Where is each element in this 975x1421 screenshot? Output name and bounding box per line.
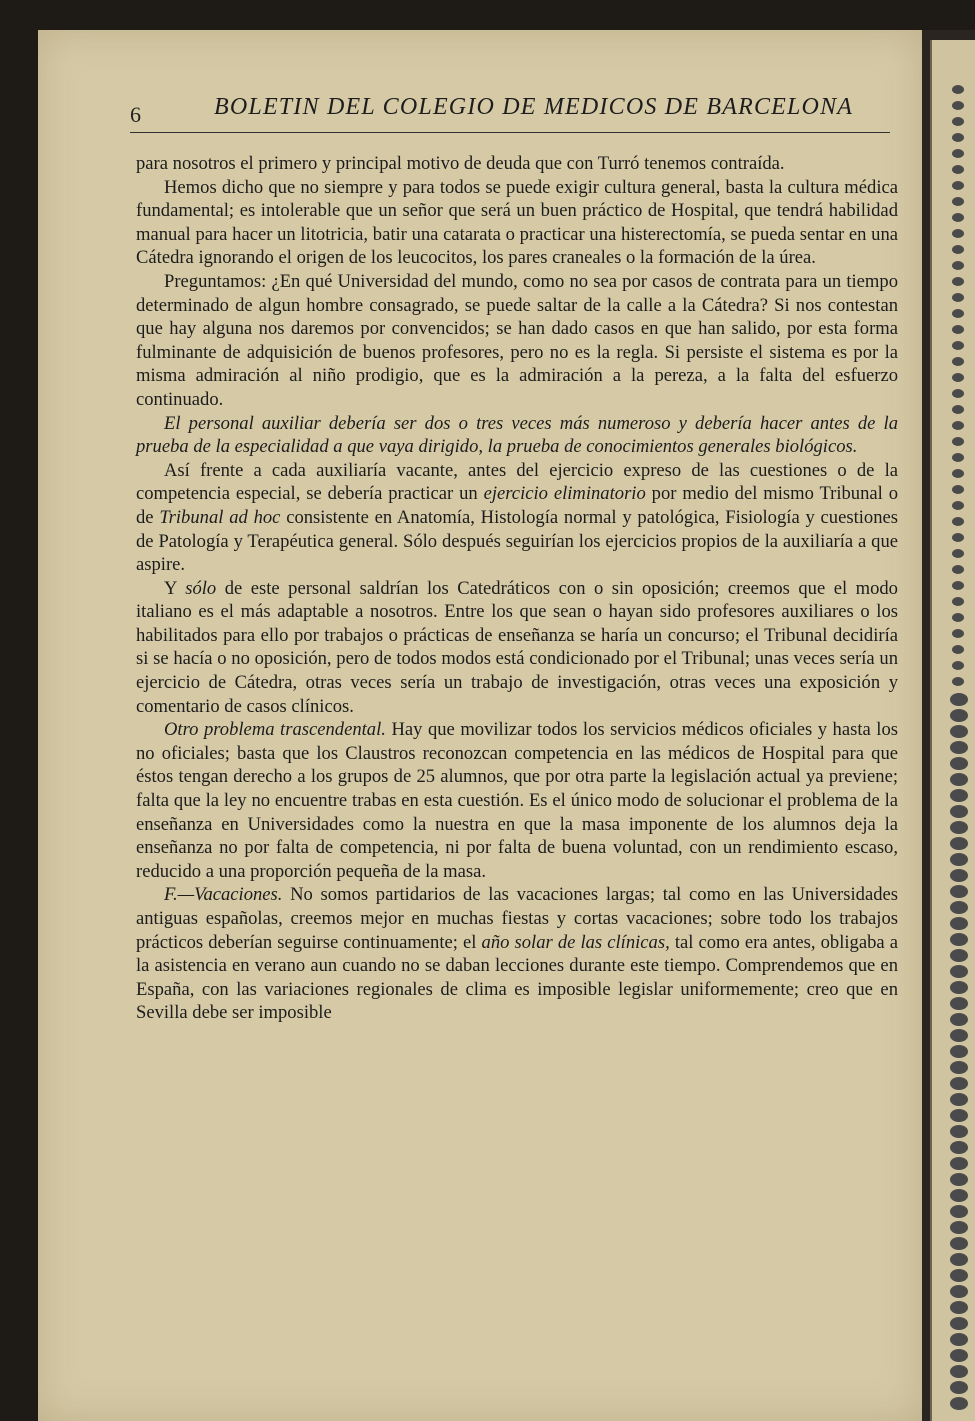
binding-hole [950, 1045, 968, 1058]
binding-hole [952, 133, 964, 142]
binding-hole [950, 869, 968, 882]
binding-hole [950, 773, 968, 786]
italic-text: F.—Vacaciones. [164, 884, 283, 906]
binding-hole [952, 661, 964, 670]
binding-hole [950, 1237, 968, 1250]
binding-hole [952, 277, 964, 286]
binding-hole [950, 1205, 968, 1218]
binding-hole [952, 565, 964, 574]
italic-text: El personal auxiliar debería ser dos o tres veces más numeroso y debería hacer antes de la prueba de la especialidad a que vaya dirigido, la prueba de conocimientos generales biológicos. [136, 412, 898, 458]
binding-hole [950, 757, 968, 770]
article-body [136, 152, 898, 1025]
text-run: tal como era antes, obligaba a la asistencia en verano aun cuando no se daban lecciones durante este tiempo. Comprendemos que en España, con las variaciones regionales de clima es imposible legislar uniformemente; creo que en Sevilla debe ser imposible [136, 931, 898, 1024]
binding-hole [952, 677, 964, 686]
text-run: Hemos dicho que no siempre y para todos se puede exigir cultura general, basta la cultura médica fundamental; es intolerable que un señor que será un buen práctico de Hospital, que tendrá habilidad manual para hacer un litotricia, batir una catarata o practicar una histerectomía, se pueda sentar en una Cátedra ignorando el origen de los leucocitos, los pares craneales o la formación de la úrea. [136, 176, 898, 269]
binding-hole [950, 725, 968, 738]
italic-text: sólo [185, 577, 217, 599]
paragraph [136, 883, 898, 1025]
text-run: Y [164, 577, 186, 599]
paragraph [136, 176, 898, 270]
binding-hole [950, 1061, 968, 1074]
text-run: consistente en Anatomía, Histología normal y patológica, Fisiología y cuestiones de Patología y Terapéutica general. Sólo después seguirían los ejercicios propios de la auxiliaría a que aspire. [136, 506, 899, 576]
binding-hole [952, 613, 964, 622]
page-header [130, 92, 890, 133]
binding-hole [950, 1333, 968, 1346]
binding-hole [952, 309, 964, 318]
binding-hole [950, 741, 968, 754]
binding-hole [952, 357, 964, 366]
paragraph [136, 412, 898, 459]
binding-hole [950, 997, 968, 1010]
journal-title: BOLETIN DEL COLEGIO DE MEDICOS DE BARCELONA [214, 94, 854, 120]
paragraph [136, 459, 898, 577]
binding-hole [952, 85, 964, 94]
binding-hole [950, 709, 968, 722]
binding-hole [952, 517, 964, 526]
binding-hole [950, 1077, 968, 1090]
binding-hole [952, 341, 964, 350]
binding-hole [950, 805, 968, 818]
binding-hole [950, 933, 968, 946]
binding-hole [952, 421, 964, 430]
text-run: Preguntamos: ¿En qué Universidad del mundo, como no sea por casos de contrata para un tiempo determinado de algun hombre consagrado, se puede saltar de la calle a la Cátedra? Si nos contestan que hay alguna nos daremos por convencidos; se han dado casos en que han salido, por esta forma fulminante de adquisición de buenos profesores, pero no es la regla. Si persiste el sistema es por la misma admiración al niño prodigio, que es la admiración a la pereza, a la falta del esfuerzo continuado. [136, 270, 898, 410]
binding-hole [950, 1317, 968, 1330]
binding-hole [950, 917, 968, 930]
text-run: por medio del mismo Tribunal o de [136, 483, 898, 528]
binding-hole [950, 965, 968, 978]
binding-hole [950, 1173, 968, 1186]
binding-hole [950, 1269, 968, 1282]
binding-hole [952, 597, 964, 606]
binding-hole [952, 549, 964, 558]
italic-text: año solar de las clínicas, [481, 931, 670, 953]
binding-hole [952, 389, 964, 398]
binding-hole [950, 1365, 968, 1378]
paragraph [136, 270, 898, 412]
binding-hole [950, 885, 968, 898]
binding-hole [952, 325, 964, 334]
binding-hole [950, 1013, 968, 1026]
binding-hole [950, 853, 968, 866]
binding-hole [952, 197, 964, 206]
binding-hole [950, 1381, 968, 1394]
binding-hole [950, 837, 968, 850]
text-run: Hay que movilizar todos los servicios médicos oficiales y hasta los no oficiales; basta que los Claustros reconozcan competencia en las médicos de Hospital para que éstos tengan derecho a los grupos de 25 alumnos, que por otra parte la legislación actual ya previene; falta que la ley no encuentre trabas en esta cuestión. Es el único modo de solucionar el problema de la enseñanza en Universidades como la nuestra en que la masa imponente de los alumnos deja la enseñanza no por falta de competencia, ni por falta de buena voluntad, con un rendimiento escaso, reducido a una proporción pequeña de la masa. [136, 719, 898, 882]
paragraph [136, 152, 898, 176]
binding-hole [950, 949, 968, 962]
binding-hole [950, 981, 968, 994]
text-run: No somos partidarios de las vacaciones largas; tal como en las Universidades antiguas españolas, creemos mejor en muchas fiestas y cortas vacaciones; sobre todo los trabajos prácticos deberían seguirse continuamente; el [136, 884, 898, 953]
binding-hole [950, 901, 968, 914]
binding-hole [952, 181, 964, 190]
binding-hole [950, 693, 968, 706]
binding-hole [950, 1349, 968, 1362]
text-run: para nosotros el primero y principal motivo de deuda que con Turró tenemos contraída. [136, 153, 785, 174]
binding-hole [952, 533, 964, 542]
binding-hole [950, 789, 968, 802]
binding-hole [950, 1301, 968, 1314]
binding-hole [952, 469, 964, 478]
binding-hole [950, 821, 968, 834]
binding-hole [952, 117, 964, 126]
binding-hole [950, 1285, 968, 1298]
binding-hole [952, 229, 964, 238]
binding-hole [952, 485, 964, 494]
binding-hole [952, 501, 964, 510]
italic-text: Otro problema trascendental. [164, 719, 386, 741]
binding-hole [952, 373, 964, 382]
italic-text: Tribunal ad hoc [159, 506, 281, 528]
binding-hole [950, 1141, 968, 1154]
binding-hole [952, 149, 964, 158]
binding-hole [950, 1109, 968, 1122]
binding-hole [950, 1093, 968, 1106]
binding-hole [952, 645, 964, 654]
binding-hole [950, 1253, 968, 1266]
binding-hole [952, 437, 964, 446]
binding-hole [950, 1125, 968, 1138]
binding-hole [952, 213, 964, 222]
paragraph [136, 718, 898, 883]
text-run: de este personal saldrían los Catedráticos con o sin oposición; creemos que el modo italiano es el más adaptable a nosotros. Entre los que sean o hayan sido profesores auxiliares o los habilitados para ello por trabajos o prácticas de enseñanza se haría un concurso; el Tribunal decidiría si se hacía o no oposición, pero de todos modos está condicionado por el Tribunal; unas veces sería un ejercicio de Cátedra, otras veces sería un trabajo de investigación, otras veces una exposición y comentario de casos clínicos. [136, 577, 898, 717]
binding-hole [950, 1221, 968, 1234]
paragraph [136, 577, 898, 719]
binding-hole [952, 245, 964, 254]
binding-hole [950, 1397, 968, 1410]
binding-hole [952, 101, 964, 110]
binding-hole [952, 261, 964, 270]
italic-text: ejercicio eliminatorio [483, 483, 646, 505]
binding-hole [952, 453, 964, 462]
binding-hole [952, 581, 964, 590]
binding-hole [952, 165, 964, 174]
binding-hole [950, 1029, 968, 1042]
binding-hole [952, 405, 964, 414]
binding-hole [950, 1189, 968, 1202]
text-run: Así frente a cada auxiliaría vacante, antes del ejercicio expreso de las cuestiones o de la competencia especial, se debería practicar un [136, 459, 898, 505]
binding-hole [950, 1157, 968, 1170]
binding-hole [952, 629, 964, 638]
binding-hole [952, 293, 964, 302]
page-number: 6 [130, 102, 141, 127]
